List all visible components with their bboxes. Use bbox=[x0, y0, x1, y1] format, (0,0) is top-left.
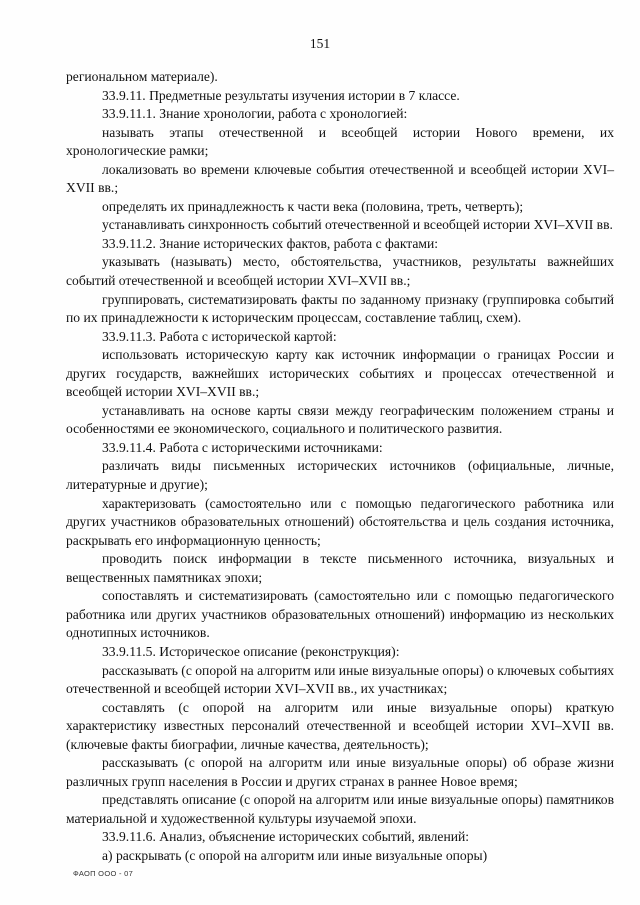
paragraph: локализовать во времени ключевые события отечественной и всеобщей истории XVI–XVII вв.; bbox=[66, 161, 614, 196]
paragraph: различать виды письменных исторических источников (официальные, личные, литературные и другие); bbox=[66, 458, 614, 493]
paragraph: а) раскрывать (с опорой на алгоритм или иные визуальные опоры) bbox=[102, 847, 488, 863]
page-number: 151 bbox=[309, 36, 331, 51]
footer-code: ФАОП ООО - 07 bbox=[73, 869, 134, 878]
paragraph: рассказывать (с опорой на алгоритм или иные визуальные опоры) о ключевых событиях отечественной и всеобщей истории XVI–XVII вв., их участниках; bbox=[66, 662, 615, 697]
paragraph: устанавливать синхронность событий отечественной и всеобщей истории XVI–XVII вв. bbox=[102, 217, 613, 233]
section-heading: 33.9.11. Предметные результаты изучения истории в 7 классе. bbox=[102, 87, 460, 103]
paragraph: сопоставлять и систематизировать (самостоятельно или с помощью педагогического работника или других участников образовательных отношений) информацию из нескольких однотипных источников. bbox=[66, 588, 614, 641]
paragraph: называть этапы отечественной и всеобщей истории Нового времени, их хронологические рамки; bbox=[66, 124, 614, 159]
subsection-heading: 33.9.11.1. Знание хронологии, работа с хронологией: bbox=[102, 106, 408, 122]
subsection-heading: 33.9.11.6. Анализ, объяснение исторических событий, явлений: bbox=[102, 829, 470, 845]
paragraph: региональном материале). bbox=[66, 69, 218, 84]
paragraph: составлять (с опорой на алгоритм или иные визуальные опоры) краткую характеристику известных персоналий отечественной и всеобщей истории XVI–XVII вв. (ключевые факты биографии, личные качества, деятельность); bbox=[66, 699, 614, 752]
paragraph: проводить поиск информации в тексте письменного источника, визуальных и вещественных памятниках эпохи; bbox=[66, 551, 614, 585]
paragraph: использовать историческую карту как источник информации о границах России и других государств, важнейших исторических событиях и процессах отечественной и всеобщей истории XVI–XVII вв.; bbox=[66, 347, 614, 400]
subsection-heading: 33.9.11.2. Знание исторических фактов, работа с фактами: bbox=[102, 235, 439, 251]
paragraph: устанавливать на основе карты связи между географическим положением страны и особенностями ее экономического, социального и политического развития. bbox=[66, 402, 614, 437]
paragraph: указывать (называть) место, обстоятельства, участников, результаты важнейших событий отечественной и всеобщей истории XVI–XVII вв.; bbox=[66, 254, 614, 289]
paragraph: определять их принадлежность к части века (половина, треть, четверть); bbox=[102, 198, 524, 214]
paragraph: характеризовать (самостоятельно или с помощью педагогического работника или других участников образовательных отношений) обстоятельства и цель создания источника, раскрывать его информационную ценность; bbox=[66, 495, 614, 548]
subsection-heading: 33.9.11.5. Историческое описание (реконструкция): bbox=[102, 643, 400, 659]
subsection-heading: 33.9.11.4. Работа с историческими источниками: bbox=[102, 439, 383, 455]
document-body bbox=[66, 68, 614, 866]
subsection-heading: 33.9.11.3. Работа с исторической картой: bbox=[102, 328, 337, 344]
paragraph: рассказывать (с опорой на алгоритм или иные визуальные опоры) об образе жизни различных групп населения в России и других странах в раннее Новое время; bbox=[66, 755, 614, 789]
paragraph: группировать, систематизировать факты по заданному признаку (группировка событий по их принадлежности к историческим процессам, составление таблиц, схем). bbox=[66, 291, 614, 326]
paragraph: представлять описание (с опорой на алгоритм или иные визуальные опоры) памятников материальной и художественной культуры изучаемой эпохи. bbox=[66, 792, 614, 826]
